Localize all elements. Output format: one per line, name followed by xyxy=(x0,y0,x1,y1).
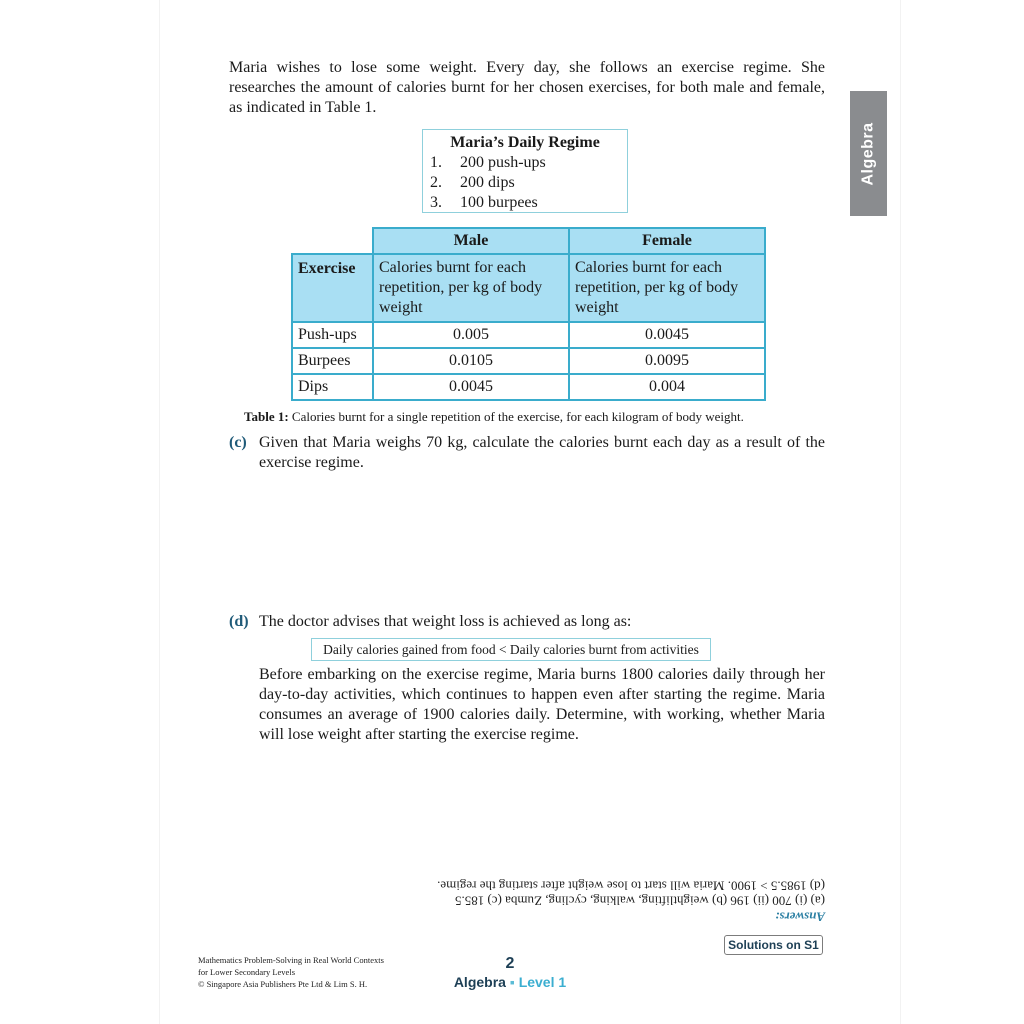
caption-label: Table 1: xyxy=(244,409,289,424)
male-value: 0.0045 xyxy=(373,374,569,400)
answers-title: Answers: xyxy=(775,909,825,925)
regime-item-text: 200 push-ups xyxy=(460,154,546,171)
female-value: 0.0045 xyxy=(569,322,765,348)
regime-item-number: 3. xyxy=(430,194,442,211)
exercise-name: Dips xyxy=(292,374,373,400)
subheader-female: Calories burnt for each repetition, per kg of body weight xyxy=(569,254,765,322)
footer-page-info xyxy=(430,955,590,991)
level-name: Level 1 xyxy=(518,974,567,990)
intro-paragraph: Maria wishes to lose some weight. Every day, she follows an exercise regime. She researches the amount of calories burnt for her chosen exercises, for both male and female, as indicated in Table 1. xyxy=(229,59,825,116)
weight-loss-condition-box: Daily calories gained from food < Daily calories burnt from activities xyxy=(311,638,711,661)
exercise-name: Burpees xyxy=(292,348,373,374)
male-value: 0.0105 xyxy=(373,348,569,374)
table-row xyxy=(292,374,765,400)
question-c-text: Given that Maria weighs 70 kg, calculate the calories burnt each day as a result of the exercise regime. xyxy=(259,434,825,471)
calories-table xyxy=(291,227,766,401)
header-exercise: Exercise xyxy=(292,254,373,322)
regime-item xyxy=(429,193,621,213)
table-row xyxy=(292,322,765,348)
copyright-text: © Singapore Asia Publishers Pte Ltd & Lim S. H. xyxy=(198,979,368,989)
table-subheader-row xyxy=(292,254,765,322)
answers-line: (a) (i) 700 (ii) 196 (b) weightlifting, walking, cycling, Zumba (c) 185.5 xyxy=(454,894,825,909)
question-d-text: The doctor advises that weight loss is achieved as long as: xyxy=(259,613,632,630)
header-female: Female xyxy=(569,228,765,254)
caption-text: Calories burnt for a single repetition of the exercise, for each kilogram of body weight. xyxy=(288,409,744,424)
subject-level xyxy=(430,973,590,991)
regime-title: Maria’s Daily Regime xyxy=(450,134,600,151)
subject-name: Algebra xyxy=(453,974,506,990)
regime-item-text: 200 dips xyxy=(460,174,515,191)
male-value: 0.005 xyxy=(373,322,569,348)
table-caption xyxy=(244,409,744,425)
header-male: Male xyxy=(373,228,569,254)
question-c xyxy=(229,433,825,473)
exercise-name: Push-ups xyxy=(292,322,373,348)
book-title-line: Mathematics Problem-Solving in Real World Contexts xyxy=(198,955,384,965)
regime-item xyxy=(429,153,621,173)
book-title-line: for Lower Secondary Levels xyxy=(198,967,296,977)
daily-regime-box xyxy=(422,129,628,213)
footer-book-info xyxy=(198,954,384,990)
upside-down-answers xyxy=(437,878,825,925)
subheader-male: Calories burnt for each repetition, per kg of body weight xyxy=(373,254,569,322)
empty-corner-cell xyxy=(292,228,373,254)
question-d-body: Before embarking on the exercise regime, Maria burns 1800 calories daily through her day-to-day activities, which continues to happen even after starting the regime. Maria consumes an average of 1900 calories daily. Determine, with working, whether Maria will lose weight after starting the exercise regime. xyxy=(259,666,825,743)
regime-item-number: 2. xyxy=(430,174,442,191)
question-d-label: (d) xyxy=(229,613,249,630)
page-number: 2 xyxy=(505,955,515,972)
separator-icon: ▪ xyxy=(509,974,515,990)
regime-item-text: 100 burpees xyxy=(460,194,538,211)
question-c-label: (c) xyxy=(229,434,247,451)
female-value: 0.0095 xyxy=(569,348,765,374)
question-d xyxy=(229,612,825,632)
side-tab-label: Algebra xyxy=(859,121,877,186)
answers-line: (d) 1985.5 > 1900. Maria will start to lose weight after starting the regime. xyxy=(437,878,825,894)
table-header-row xyxy=(292,228,765,254)
regime-item xyxy=(429,173,621,193)
table-row xyxy=(292,348,765,374)
solutions-button[interactable]: Solutions on S1 xyxy=(724,935,823,955)
female-value: 0.004 xyxy=(569,374,765,400)
regime-item-number: 1. xyxy=(430,154,442,171)
chapter-side-tab xyxy=(850,91,887,216)
